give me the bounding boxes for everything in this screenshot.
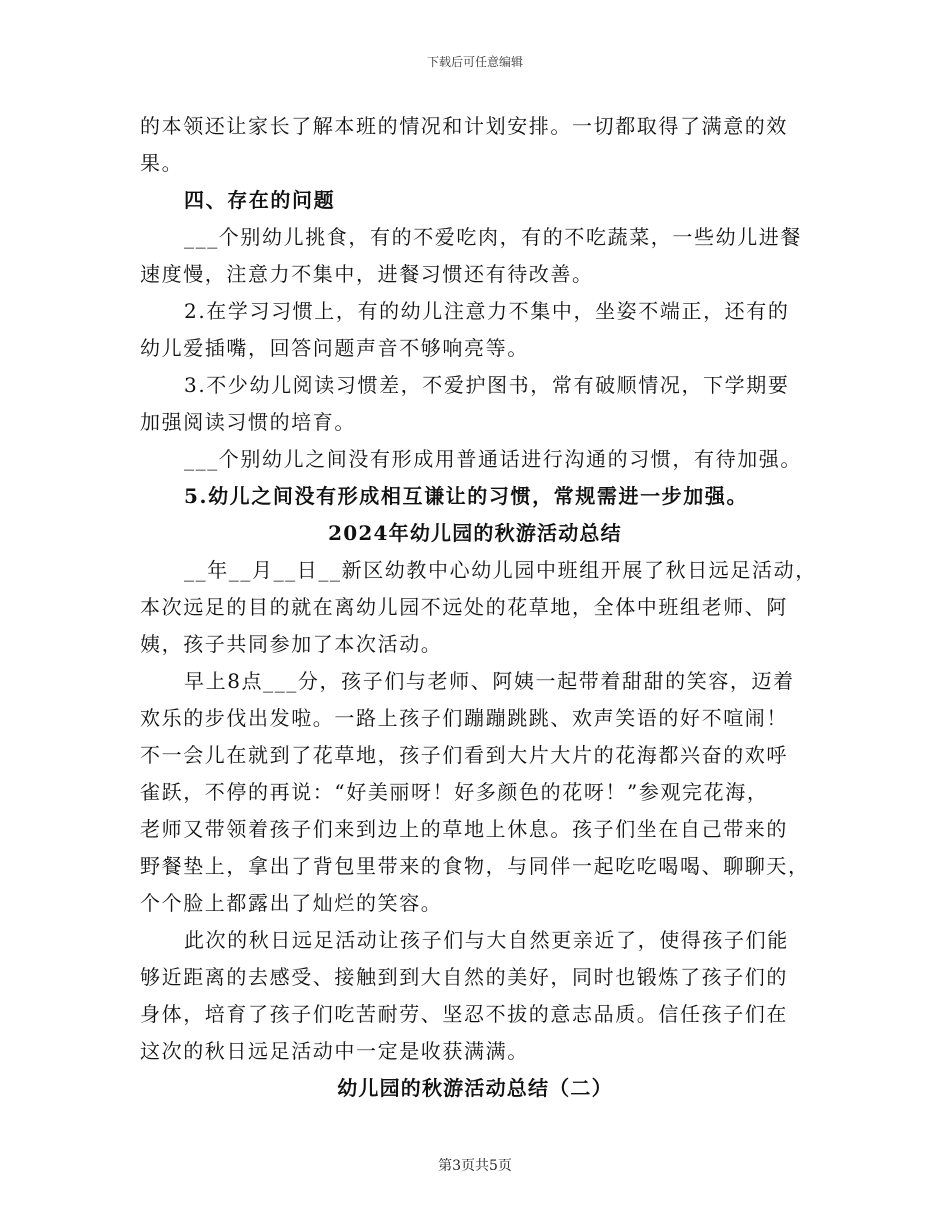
body-line: 2.在学习习惯上，有的幼儿注意力不集中，坐姿不端正，还有的 <box>184 299 790 323</box>
body-line: 此次的秋日远足活动让孩子们与大自然更亲近了，使得孩子们能 <box>184 928 789 952</box>
body-line: 这次的秋日远足活动中一定是收获满满。 <box>140 1039 529 1063</box>
body-line: 果。 <box>140 151 184 175</box>
body-line: 身体，培育了孩子们吃苦耐劳、坚忍不拔的意志品质。信任孩子们在 <box>140 1002 788 1026</box>
article-subtitle: 幼儿园的秋游活动总结（二） <box>337 1076 613 1100</box>
document-body <box>140 108 817 1107</box>
body-line: __年__月__日__新区幼教中心幼儿园中班组开展了秋日远足活动， <box>184 558 817 582</box>
section-heading-problems: 四、存在的问题 <box>184 188 336 212</box>
body-line: 早上8点___分，孩子们与老师、阿姨一起带着甜甜的笑容，迈着 <box>184 669 795 693</box>
body-line: 加强阅读习惯的培育。 <box>140 410 356 434</box>
body-line: 本次远足的目的就在离幼儿园不远处的花草地，全体中班组老师、阿 <box>140 595 788 619</box>
page-header: 下载后可任意编辑 <box>426 55 523 69</box>
body-line: 野餐垫上，拿出了背包里带来的食物，与同伴一起吃吃喝喝、聊聊天， <box>140 854 810 878</box>
body-line-bold: 5.幼儿之间没有形成相互谦让的习惯，常规需进一步加强。 <box>184 484 749 508</box>
body-line: 的本领还让家长了解本班的情况和计划安排。一切都取得了满意的效 <box>140 114 788 138</box>
body-line: 3.不少幼儿阅读习惯差，不爱护图书，常有破顺情况，下学期要 <box>184 373 790 397</box>
body-line: 个个脸上都露出了灿烂的笑容。 <box>140 891 443 915</box>
body-line: ___个别幼儿挑食，有的不爱吃肉，有的不吃蔬菜，一些幼儿进餐 <box>184 225 802 249</box>
body-line: 够近距离的去感受、接触到到大自然的美好，同时也锻炼了孩子们的 <box>140 965 788 989</box>
body-line: 欢乐的步伐出发啦。一路上孩子们蹦蹦跳跳、欢声笑语的好不喧闹！ <box>140 706 788 730</box>
body-line: 幼儿爱插嘴，回答问题声音不够响亮等。 <box>140 336 529 360</box>
body-line: 不一会儿在就到了花草地，孩子们看到大片大片的花海都兴奋的欢呼 <box>140 743 788 767</box>
body-line: 老师又带领着孩子们来到边上的草地上休息。孩子们坐在自己带来的 <box>140 817 788 841</box>
page-footer: 第3页共5页 <box>438 1158 512 1174</box>
body-line: 雀跃，不停的再说：“好美丽呀！好多颜色的花呀！”参观完花海， <box>140 780 769 804</box>
article-title: 2024年幼儿园的秋游活动总结 <box>328 521 622 545</box>
body-line: ___个别幼儿之间没有形成用普通话进行沟通的习惯，有待加强。 <box>184 447 802 471</box>
body-line: 姨，孩子共同参加了本次活动。 <box>140 632 443 656</box>
body-line: 速度慢，注意力不集中，进餐习惯还有待改善。 <box>140 262 594 286</box>
